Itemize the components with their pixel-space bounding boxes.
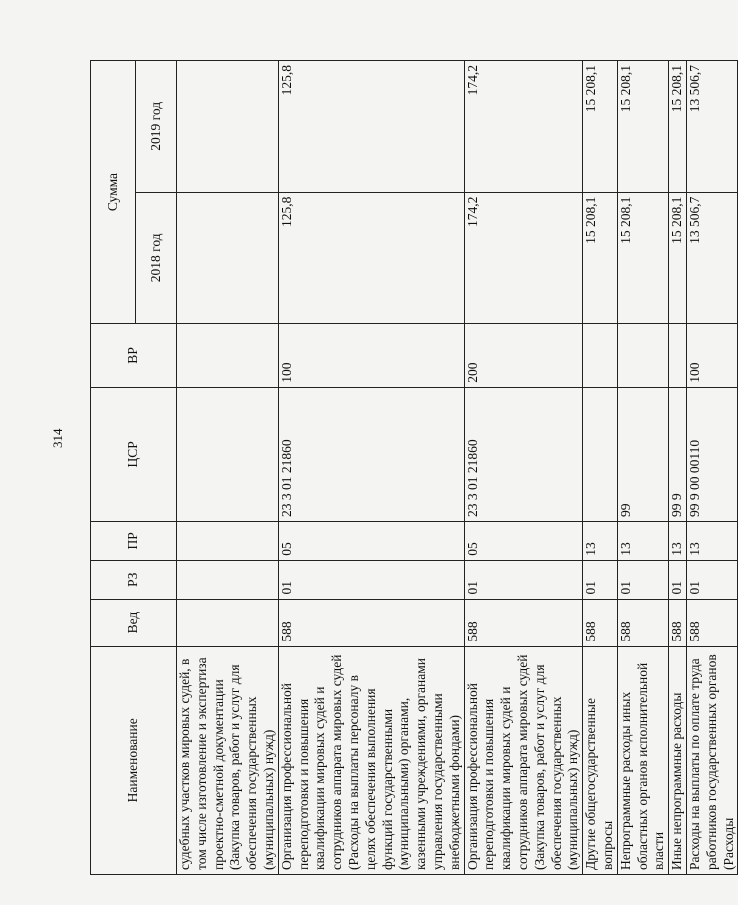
cell-rz: 01 — [617, 560, 668, 599]
cell-2019: 15 208,1 — [583, 61, 618, 193]
header-row — [91, 61, 136, 875]
cell-csr: 99 9 — [669, 387, 687, 521]
cell-vr: 100 — [278, 324, 464, 388]
cell-vr — [177, 324, 279, 388]
cell-csr: 99 9 00 00110 — [686, 387, 737, 521]
cell-pr — [177, 522, 279, 561]
table-row — [686, 61, 737, 875]
cell-2018: 13 506,7 — [686, 192, 737, 324]
page-number: 314 — [50, 428, 65, 448]
cell-csr: 23 3 01 21860 — [278, 387, 464, 521]
cell-pr: 13 — [669, 522, 687, 561]
cell-pr: 13 — [583, 522, 618, 561]
cell-name: Непрограммные расходы иных областных органов исполнительной власти — [617, 646, 668, 874]
cell-rz: 01 — [464, 560, 583, 599]
table-row — [177, 61, 279, 875]
cell-vr — [583, 324, 618, 388]
cell-pr: 05 — [464, 522, 583, 561]
cell-vr — [669, 324, 687, 388]
cell-2018: 15 208,1 — [617, 192, 668, 324]
cell-2019: 125,8 — [278, 61, 464, 193]
cell-csr — [583, 387, 618, 521]
table-row — [583, 61, 618, 875]
cell-rz: 01 — [669, 560, 687, 599]
table-row — [464, 61, 583, 875]
table-row — [617, 61, 668, 875]
cell-2018: 15 208,1 — [669, 192, 687, 324]
header-name: Наименование — [91, 646, 177, 874]
cell-csr — [177, 387, 279, 521]
cell-2019: 15 208,1 — [617, 61, 668, 193]
budget-table — [90, 60, 738, 875]
cell-vr: 200 — [464, 324, 583, 388]
header-csr: ЦСР — [91, 387, 177, 521]
cell-name: Организация профессиональной переподготовки и повышения квалификации мировых судей и сотрудников аппарата мировых судей (Расходы на выплаты персоналу в целях обеспечения выполнения функций государственными (муниципальными) органами, казенными учреждениями, органами управления государственными внебюджетными фондами) — [278, 646, 464, 874]
rotated-table-container — [90, 60, 738, 875]
cell-2019 — [177, 61, 279, 193]
cell-ved: 588 — [583, 599, 618, 646]
cell-ved: 588 — [686, 599, 737, 646]
cell-ved — [177, 599, 279, 646]
cell-name: Другие общегосударственные вопросы — [583, 646, 618, 874]
header-ved: Вед — [91, 599, 177, 646]
cell-name: Организация профессиональной переподготовки и повышения квалификации мировых судей и сотрудников аппарата мировых судей (Закупка товаров, работ и услуг для обеспечения государственных (муниципальных) нужд) — [464, 646, 583, 874]
cell-pr: 13 — [617, 522, 668, 561]
cell-vr: 100 — [686, 324, 737, 388]
header-pr: ПР — [91, 522, 177, 561]
cell-csr: 23 3 01 21860 — [464, 387, 583, 521]
cell-ved: 588 — [464, 599, 583, 646]
cell-name: судебных участков мировых судей, в том числе изготовление и экспертиза проектно-сметной документации (Закупка товаров, работ и услуг для обеспечения государственных (муниципальных) нужд) — [177, 646, 279, 874]
cell-rz: 01 — [278, 560, 464, 599]
cell-name: Иные непрограммные расходы — [669, 646, 687, 874]
cell-vr — [617, 324, 668, 388]
cell-2019: 174,2 — [464, 61, 583, 193]
cell-2018: 15 208,1 — [583, 192, 618, 324]
cell-rz: 01 — [686, 560, 737, 599]
cell-pr: 13 — [686, 522, 737, 561]
cell-2018: 125,8 — [278, 192, 464, 324]
cell-2018: 174,2 — [464, 192, 583, 324]
cell-ved: 588 — [617, 599, 668, 646]
cell-2019: 15 208,1 — [669, 61, 687, 193]
cell-rz: 01 — [583, 560, 618, 599]
cell-2018 — [177, 192, 279, 324]
header-vr: ВР — [91, 324, 177, 388]
cell-ved: 588 — [278, 599, 464, 646]
header-sum: Сумма — [91, 61, 136, 324]
cell-2019: 13 506,7 — [686, 61, 737, 193]
header-2019: 2019 год — [136, 61, 177, 193]
table-row — [278, 61, 464, 875]
cell-ved: 588 — [669, 599, 687, 646]
header-2018: 2018 год — [136, 192, 177, 324]
cell-rz — [177, 560, 279, 599]
cell-pr: 05 — [278, 522, 464, 561]
table-row — [669, 61, 687, 875]
cell-name: Расходы на выплаты по оплате труда работников государственных органов (Расходы — [686, 646, 737, 874]
header-rz: РЗ — [91, 560, 177, 599]
cell-csr: 99 — [617, 387, 668, 521]
